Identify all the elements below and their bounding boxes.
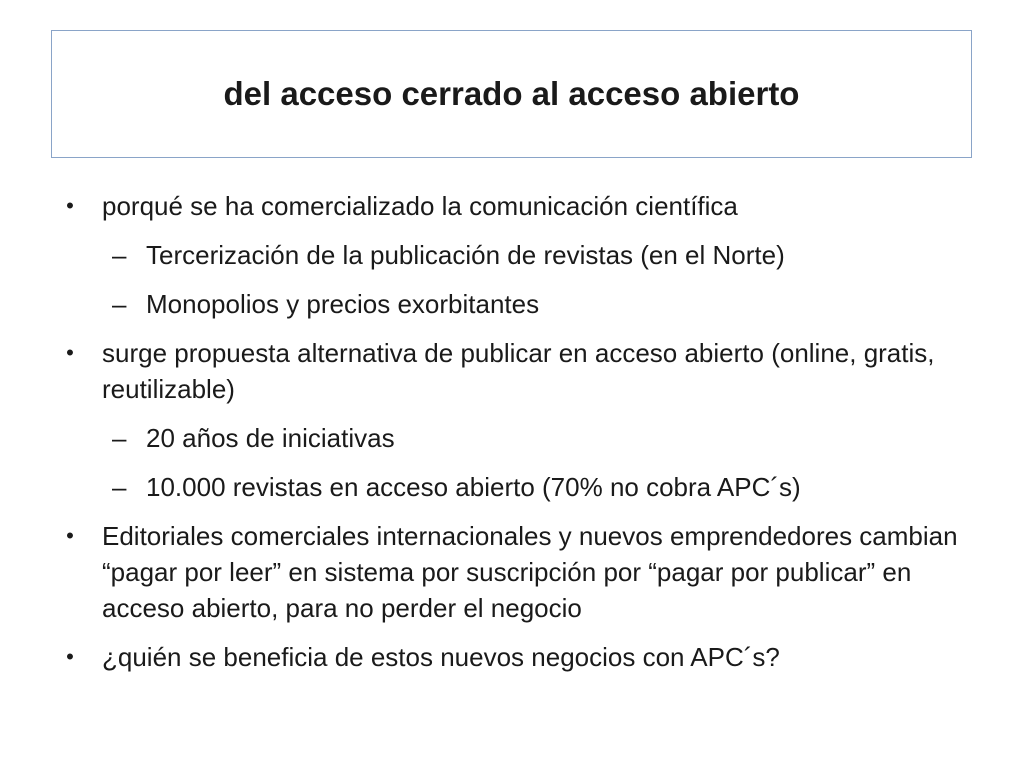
bullet-marker: • [66, 340, 74, 365]
bullet-item [60, 188, 960, 224]
bullet-marker: • [66, 644, 74, 669]
bullet-list [60, 188, 960, 688]
title-box [51, 30, 972, 158]
sub-bullet-text: Monopolios y precios exorbitantes [146, 289, 540, 319]
sub-bullet-text: 10.000 revistas en acceso abierto (70% no cobra APC´s) [146, 472, 801, 502]
bullet-item [60, 335, 960, 407]
bullet-text: ¿quién se beneficia de estos nuevos negocios con APC´s? [102, 642, 780, 672]
bullet-item [60, 518, 960, 626]
bullet-text: surge propuesta alternativa de publicar en acceso abierto (online, gratis, reutilizable) [102, 338, 935, 404]
sub-bullet-text: 20 años de iniciativas [146, 423, 395, 453]
bullet-marker: • [66, 523, 74, 548]
dash-marker: – [112, 240, 127, 270]
sub-bullet-item [60, 469, 960, 505]
dash-marker: – [112, 472, 127, 502]
dash-marker: – [112, 289, 127, 319]
dash-marker: – [112, 423, 127, 453]
sub-bullet-item [60, 237, 960, 273]
slide-title: del acceso cerrado al acceso abierto [223, 75, 800, 112]
sub-bullet-item [60, 286, 960, 322]
bullet-text: Editoriales comerciales internacionales y nuevos emprendedores cambian “pagar por leer” en sistema por suscripción por “pagar por publicar” en acceso abierto, para no perder el negocio [102, 521, 958, 623]
sub-bullet-text: Tercerización de la publicación de revistas (en el Norte) [146, 240, 785, 270]
bullet-item [60, 639, 960, 675]
bullet-marker: • [66, 193, 74, 218]
bullet-text: porqué se ha comercializado la comunicación científica [102, 191, 738, 221]
sub-bullet-item [60, 420, 960, 456]
